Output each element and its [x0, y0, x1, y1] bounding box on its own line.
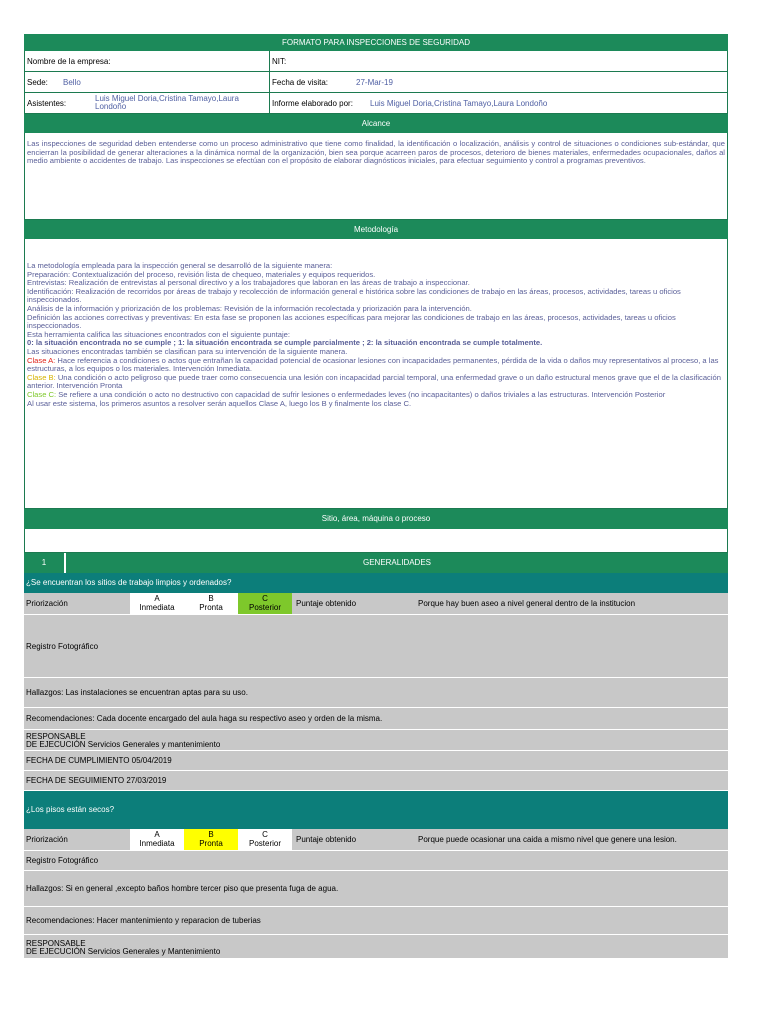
q2-registro: Registro Fotográfico [24, 851, 728, 871]
clase-a-text: Hace referencia a condiciones o actos que entrañan la capacidad potencial de ocasionar lesiones con incapacidades permanentes, pérdida de la vida o daños muy representativos al proceso, a las estructuras, a los equipos o los materiales. Intervención Inmediata. [27, 355, 719, 374]
alcance-box [24, 133, 728, 220]
alcance-title: Alcance [24, 114, 728, 133]
clase-a-label: Clase A: [27, 355, 56, 365]
nit-label: NIT: [272, 56, 287, 66]
sitio-field[interactable] [24, 529, 728, 553]
q2-option-c-word: Posterior [248, 839, 281, 848]
q1-priorizacion-row [24, 593, 728, 615]
q1-responsable [24, 730, 728, 751]
q2-option-b-letter: B [208, 830, 214, 839]
metodologia-text [25, 239, 727, 408]
metodologia-line-2: Preparación: Contextualización del proceso, revisión lista de chequeo, materiales y equipos requeridos. [27, 269, 376, 279]
asistentes-label: Asistentes: [27, 98, 67, 108]
q2-option-c[interactable] [238, 829, 292, 850]
q1-option-a-word: Inmediata [139, 603, 175, 612]
fecha-label: Fecha de visita: [272, 77, 329, 87]
q1-reason: Porque hay buen aseo a nivel general dentro de la institucion [418, 599, 636, 608]
q2-reason: Porque puede ocasionar una caida a mismo nivel que genere una lesion. [418, 835, 677, 844]
q1-option-c-letter: C [262, 594, 268, 603]
informe-label: Informe elaborado por: [272, 98, 353, 108]
row-empresa [24, 51, 728, 72]
q1-responsable-value: DE EJECUCIÓN Servicios Generales y mantenimiento [26, 740, 221, 749]
metodologia-puntaje: 0: la situación encontrada no se cumple ; 1: la situación encontrada se cumple parcialmente ; 2: la situación encontrada se cumple totalmente. [27, 338, 543, 348]
fecha-value: 27-Mar-19 [356, 77, 393, 87]
q1-cumplimiento: FECHA DE CUMPLIMIENTO 05/04/2019 [24, 751, 728, 771]
q2-responsable-label: RESPONSABLE [26, 939, 86, 948]
asistentes-field[interactable] [25, 93, 270, 113]
informe-field[interactable] [270, 93, 727, 113]
section-header [24, 553, 728, 573]
q1-option-b-letter: B [208, 594, 214, 603]
q1-priorizacion-label: Priorización [26, 599, 68, 608]
q2-option-a[interactable] [130, 829, 184, 850]
clase-c-label: Clase C: [27, 389, 57, 399]
nit-field[interactable] [270, 51, 727, 71]
q2-option-a-word: Inmediata [139, 839, 175, 848]
empresa-label: Nombre de la empresa: [27, 56, 111, 66]
metodologia-line-1: La metodología empleada para la inspección general se desarrolló de la siguiente manera: [27, 261, 333, 270]
q1-responsable-label: RESPONSABLE [26, 732, 86, 741]
q1-option-b-word: Pronta [199, 603, 223, 612]
clase-b-label: Clase B: [27, 372, 56, 382]
metodologia-line-3: Entrevistas: Realización de entrevistas al personal directivo y a los trabajadores que laboran en las áreas de trabajo a inspeccionar. [27, 278, 470, 288]
q2-question: ¿Los pisos están secos? [24, 791, 728, 829]
q2-option-a-letter: A [154, 830, 160, 839]
sede-field[interactable] [25, 72, 270, 92]
metodologia-line-9: Las situaciones encontradas también se clasifican para su intervención de la siguiente manera. [27, 346, 348, 356]
informe-value: Luis Miguel Doria,Cristina Tamayo,Laura Londoño [370, 98, 548, 108]
q1-registro: Registro Fotográfico [24, 615, 728, 678]
q1-recomendaciones: Recomendaciones: Cada docente encargado del aula haga su respectivo aseo y orden de la misma. [24, 708, 728, 730]
q2-responsable [24, 935, 728, 958]
sitio-title: Sitio, área, máquina o proceso [24, 509, 728, 529]
q1-option-c[interactable] [238, 593, 292, 614]
q2-priorizacion-label: Priorización [26, 835, 68, 844]
metodologia-line-7: Esta herramienta califica las situaciones encontrados con el siguiente puntaje: [27, 329, 290, 339]
q2-hallazgos: Hallazgos: Si en general ,excepto baños hombre tercer piso que presenta fuga de agua. [24, 871, 728, 907]
section-title: GENERALIDADES [362, 558, 432, 567]
q2-puntaje-label: Puntaje obtenido [296, 835, 357, 844]
metodologia-box [24, 239, 728, 509]
metodologia-line-6: Definición las acciones correctivas y preventivas: En esta fase se proponen las acciones específicas para mejorar las condiciones de trabajo en las áreas, procesos, actividades, tareas u oficios inspeccionados. [27, 312, 676, 331]
metodologia-line-4: Identificación: Realización de recorridos por áreas de trabajo y recolección de información general e histórica sobre las condiciones de trabajo en las áreas, procesos, actividades, tareas u oficios inspeccionados. [27, 286, 681, 305]
q1-question: ¿Se encuentran los sitios de trabajo limpios y ordenados? [24, 573, 728, 593]
metodologia-title: Metodología [24, 220, 728, 239]
q2-option-b-word: Pronta [199, 839, 223, 848]
sede-label: Sede: [27, 77, 48, 87]
q1-option-a[interactable] [130, 593, 184, 614]
q2-option-b[interactable] [184, 829, 238, 850]
asistentes-value: Luis Miguel Doria,Cristina Tamayo,Laura Londoño [95, 94, 239, 111]
inspection-sheet [24, 34, 728, 958]
metodologia-line-10: Al usar este sistema, los primeros asuntos a resolver serán aquellos Clase A, luego los B y finalmente los clase C. [27, 398, 412, 408]
q1-option-a-letter: A [154, 594, 160, 603]
q1-option-c-word: Posterior [248, 603, 281, 612]
sede-value: Bello [63, 77, 81, 87]
q2-responsable-value: DE EJECUCIÓN Servicios Generales y Mantenimiento [26, 947, 221, 956]
alcance-text: Las inspecciones de seguridad deben entenderse como un proceso administrativo que tiene como finalidad, la identificación o localización, análisis y control de situaciones o condiciones sub-estándar, que encierran la posibilidad de generar alteraciones a la dinámica normal de la organización, bien sea porque acarreen paros de procesos, deterioro de bienes materiales, enfermedades ocupacionales, daños al medio ambiente o accidentes de trabajo. Las inspecciones se efectúan con el propósito de elaborar diagnósticos iniciales, para efectuar seguimiento y control a programas preventivos. [27, 139, 725, 166]
clase-b [27, 374, 725, 391]
q2-recomendaciones: Recomendaciones: Hacer mantenimiento y reparacion de tuberias [24, 907, 728, 935]
form-title: FORMATO PARA INSPECCIONES DE SEGURIDAD [24, 34, 728, 51]
q2-priorizacion-row [24, 829, 728, 851]
row-sede [24, 72, 728, 93]
q1-option-b[interactable] [184, 593, 238, 614]
row-asistentes [24, 93, 728, 114]
q2-option-c-letter: C [262, 830, 268, 839]
section-number: 1 [24, 553, 66, 573]
empresa-field[interactable] [25, 51, 270, 71]
fecha-field[interactable] [270, 72, 727, 92]
q1-puntaje-label: Puntaje obtenido [296, 599, 357, 608]
clase-c-text: Se refiere a una condición o acto no destructivo con capacidad de sufrir lesiones o enfermedades leves (no incapacitantes) o daños triviales a las estructuras. Intervención Posterior [56, 389, 666, 399]
metodologia-line-5: Análisis de la información y priorización de los problemas: Revisión de la información recolectada y priorización para la intervención. [27, 303, 472, 313]
q1-hallazgos: Hallazgos: Las instalaciones se encuentran aptas para su uso. [24, 678, 728, 708]
clase-b-text: Una condición o acto peligroso que puede traer como consecuencia una lesión con incapacidad parcial temporal, una enfermedad grave o un daño estructural menos grave que el de la clasificación anterior. Intervención Pronta [27, 372, 721, 391]
clase-a [27, 357, 725, 374]
q1-seguimiento: FECHA DE SEGUIMIENTO 27/03/2019 [24, 771, 728, 791]
